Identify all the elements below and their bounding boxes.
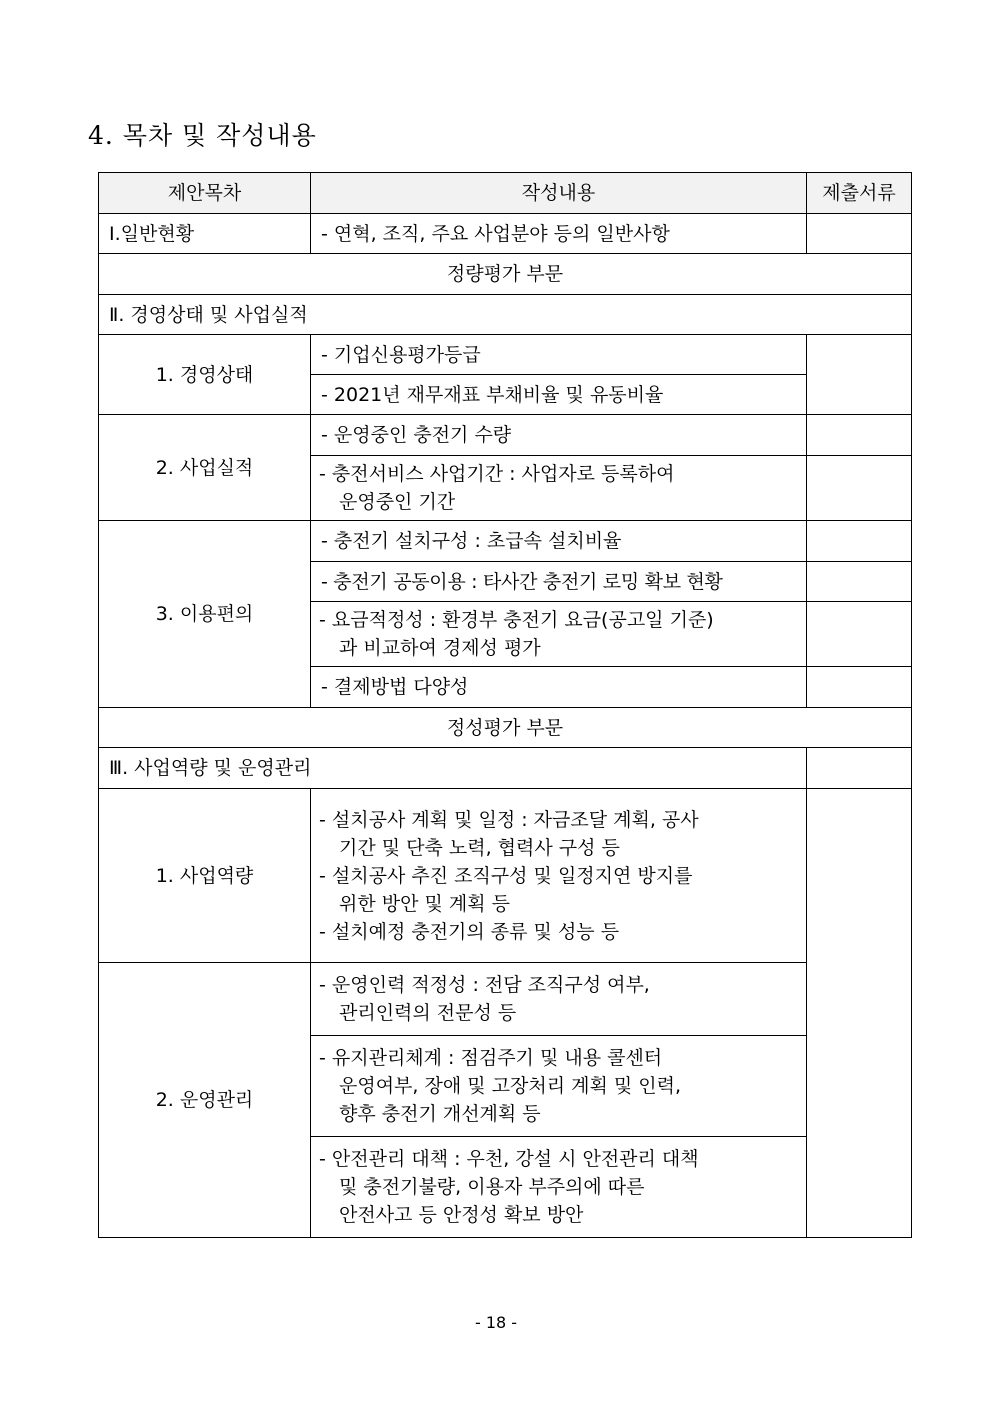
table-row [99, 214, 912, 254]
documents-cell [807, 562, 912, 602]
documents-cell [807, 521, 912, 562]
documents-cell [807, 748, 912, 789]
documents-cell [807, 415, 912, 456]
content-list [311, 789, 807, 963]
table-header-row [99, 173, 912, 214]
content-item: - 2021년 재무재표 부채비율 및 유동비율 [311, 375, 807, 415]
section-management: Ⅱ. 경영상태 및 사업실적 [99, 295, 912, 335]
content-item: - 안전관리 대책 : 우천, 강설 시 안전관리 대책 및 충전기불량, 이용자 부주의에 따른 안전사고 등 안정성 확보 방안 [311, 1137, 807, 1238]
documents-cell [807, 789, 912, 1238]
content-item: - 운영중인 충전기 수량 [311, 415, 807, 456]
page-number: - 18 - [474, 1313, 518, 1332]
content-item: - 기업신용평가등급 [311, 335, 807, 375]
section-capability: Ⅲ. 사업역량 및 운영관리 [99, 748, 807, 789]
group-label: 1. 사업역량 [99, 789, 311, 963]
content-item: - 결제방법 다양성 [311, 667, 807, 708]
content-item: - 충전기 설치구성 : 초급속 설치비율 [311, 521, 807, 562]
content-item: - 설치공사 추진 조직구성 및 일정지연 방지를 위한 방안 및 계획 등 [319, 864, 693, 915]
quantitative-section-header: 정량평가 부문 [99, 254, 912, 295]
group-label: 3. 이용편의 [99, 521, 311, 708]
documents-cell [807, 335, 912, 415]
section-general: Ⅰ.일반현황 [99, 214, 311, 254]
qualitative-section-header: 정성평가 부문 [99, 708, 912, 748]
group-label: 1. 경영상태 [99, 335, 311, 415]
group-label: 2. 운영관리 [99, 963, 311, 1238]
content-item: - 운영인력 적정성 : 전담 조직구성 여부, 관리인력의 전문성 등 [311, 963, 807, 1036]
header-proposal-toc: 제안목차 [99, 173, 311, 214]
documents-cell [807, 602, 912, 667]
documents-cell [807, 214, 912, 254]
documents-cell [807, 667, 912, 708]
page-title: 4. 목차 및 작성내용 [88, 121, 317, 150]
header-documents: 제출서류 [807, 173, 912, 214]
content-item: - 유지관리체계 : 점검주기 및 내용 콜센터 운영여부, 장애 및 고장처리 계획 및 인력, 향후 충전기 개선계획 등 [311, 1036, 807, 1137]
toc-table [98, 172, 912, 1238]
content-item: - 충전서비스 사업기간 : 사업자로 등록하여 운영중인 기간 [311, 456, 807, 521]
header-content: 작성내용 [311, 173, 807, 214]
content-item: - 충전기 공동이용 : 타사간 충전기 로밍 확보 현황 [311, 562, 807, 602]
content-item: - 설치공사 계획 및 일정 : 자금조달 계획, 공사 기간 및 단축 노력, 협력사 구성 등 [319, 808, 699, 859]
group-label: 2. 사업실적 [99, 415, 311, 521]
content-cell: - 연혁, 조직, 주요 사업분야 등의 일반사항 [311, 214, 807, 254]
content-item: - 요금적정성 : 환경부 충전기 요금(공고일 기준) 과 비교하여 경제성 평가 [311, 602, 807, 667]
content-item: - 설치예정 충전기의 종류 및 성능 등 [319, 920, 620, 943]
documents-cell [807, 456, 912, 521]
